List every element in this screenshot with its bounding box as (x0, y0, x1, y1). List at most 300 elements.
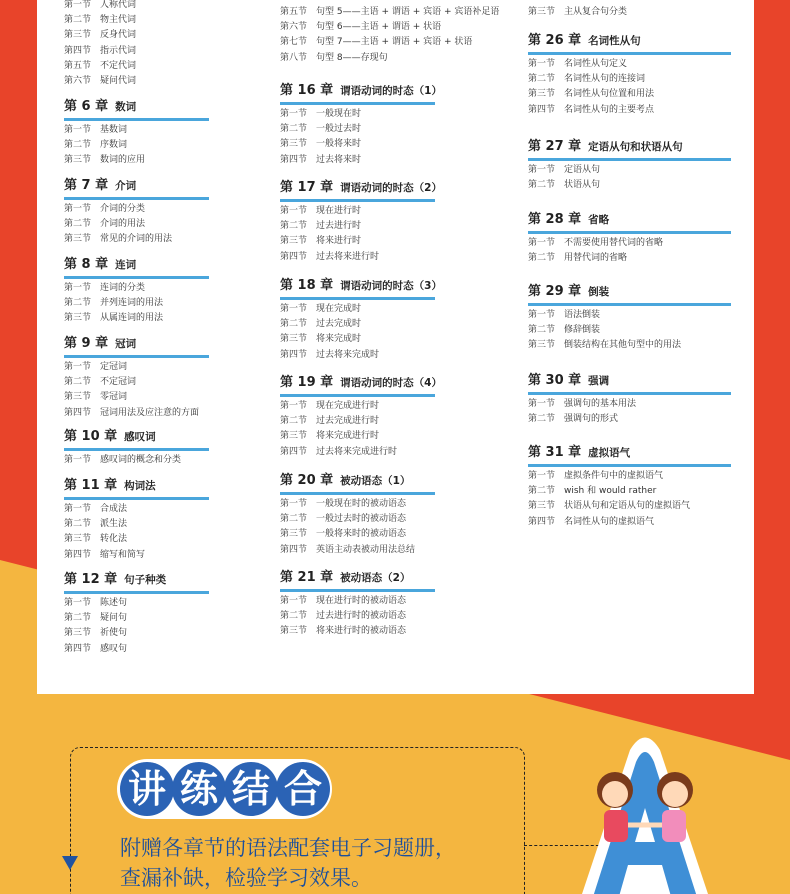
section-title: 名词性从句的连接词 (564, 74, 646, 85)
chapter-number: 第 19 章 (280, 375, 334, 390)
promo-line-2: 查漏补缺，检验学习效果。 (120, 866, 372, 890)
toc-item (64, 549, 145, 561)
toc-item (64, 233, 172, 245)
section-title: 合成法 (100, 504, 128, 514)
chapter-rule (64, 591, 209, 594)
toc-item (280, 205, 361, 217)
section-number: 第二节 (280, 514, 308, 525)
section-number: 第一节 (528, 165, 556, 175)
section-number: 第四节 (280, 251, 308, 262)
arrow-down-icon (62, 856, 78, 870)
section-title: 人称代词 (100, 0, 137, 10)
chapter-title: 谓语动词的时态（1） (340, 85, 442, 97)
toc-item (280, 349, 379, 361)
section-title: 介词的用法 (100, 219, 146, 230)
chapter-rule (528, 231, 731, 234)
chapter-number: 第 21 章 (280, 570, 334, 585)
section-number: 第七节 (280, 37, 308, 48)
toc-item (280, 52, 388, 64)
section-number: 第三节 (528, 7, 556, 17)
section-title: 一般过去时 (316, 124, 362, 135)
toc-item (280, 21, 441, 33)
toc-item (528, 88, 654, 100)
section-number: 第四节 (280, 349, 308, 360)
section-number: 第三节 (64, 392, 92, 403)
toc-item (64, 361, 127, 373)
toc-item (280, 220, 361, 232)
section-title: 现在进行时 (316, 206, 362, 216)
toc-item (280, 303, 361, 315)
chapter-title: 虚拟语气 (588, 447, 631, 459)
section-number: 第二节 (64, 519, 92, 530)
toc-item (280, 625, 406, 637)
section-number: 第二节 (528, 180, 556, 191)
toc-item (280, 235, 361, 247)
chapter-title: 构词法 (124, 480, 156, 492)
chapter-number: 第 28 章 (528, 212, 582, 227)
section-number: 第一节 (64, 283, 92, 293)
toc-item (280, 513, 406, 525)
chapter-heading (280, 374, 442, 391)
section-title: 一般将来时的被动语态 (316, 529, 407, 540)
chapter-number: 第 20 章 (280, 473, 334, 488)
toc-item (280, 610, 406, 622)
section-title: 并列连词的用法 (100, 298, 164, 309)
section-number: 第三节 (64, 155, 92, 166)
section-number: 第三节 (64, 628, 92, 639)
chapter-title: 倒装 (588, 286, 610, 298)
chapter-title: 谓语动词的时态（4） (340, 377, 442, 389)
toc-item (280, 415, 379, 427)
chapter-rule (528, 392, 731, 395)
chapter-title: 连词 (115, 259, 137, 271)
section-number: 第一节 (64, 0, 92, 10)
section-number: 第一节 (528, 399, 556, 409)
headline-char: 结 (224, 762, 278, 816)
section-title: 将来完成进行时 (316, 431, 380, 442)
section-number: 第三节 (280, 529, 308, 540)
section-title: 句型 8——存现句 (316, 52, 388, 63)
toc-item (64, 297, 163, 309)
toc-item (528, 237, 663, 249)
toc-item (64, 597, 127, 609)
section-title: 数词的应用 (100, 155, 146, 166)
toc-item (280, 138, 361, 150)
chapter-rule (528, 158, 731, 161)
toc-item (64, 503, 127, 515)
section-title: 序数词 (100, 140, 128, 151)
section-title: 派生法 (100, 519, 128, 530)
section-title: 反身代词 (100, 30, 137, 41)
section-title: 名词性从句位置和用法 (564, 89, 655, 100)
section-number: 第三节 (280, 626, 308, 637)
section-number: 第三节 (64, 30, 92, 41)
chapter-heading (528, 283, 609, 300)
chapter-title: 省略 (588, 214, 610, 226)
chapter-title: 感叹词 (124, 431, 156, 443)
section-number: 第一节 (64, 362, 92, 372)
toc-item (64, 454, 181, 466)
headline-char: 合 (276, 762, 330, 816)
chapter-title: 定语从句和状语从句 (588, 141, 683, 153)
chapter-title: 数词 (115, 101, 137, 113)
toc-item (280, 430, 379, 442)
section-title: 定语从句 (564, 165, 601, 175)
section-title: 名词性从句定义 (564, 59, 628, 69)
toc-item (64, 612, 127, 624)
section-number: 第一节 (280, 596, 308, 606)
section-number: 第一节 (280, 304, 308, 314)
section-number: 第二节 (528, 414, 556, 425)
chapter-rule (64, 276, 209, 279)
section-title: 过去将来完成进行时 (316, 446, 398, 457)
chapter-number: 第 16 章 (280, 83, 334, 98)
section-number: 第三节 (64, 313, 92, 324)
section-title: 不定冠词 (100, 377, 137, 388)
toc-item (528, 485, 656, 497)
section-title: 一般将来时 (316, 139, 362, 150)
chapter-number: 第 27 章 (528, 139, 582, 154)
toc-item (64, 203, 145, 215)
chapter-heading (64, 335, 136, 352)
toc-item (280, 6, 499, 18)
section-title: 祈使句 (100, 628, 128, 639)
section-title: 将来进行时的被动语态 (316, 626, 407, 637)
section-title: 过去完成进行时 (316, 416, 380, 427)
chapter-heading (528, 444, 630, 461)
section-title: 连词的分类 (100, 283, 146, 293)
section-title: 将来完成时 (316, 334, 362, 345)
chapter-title: 句子种类 (124, 574, 167, 586)
toc-item (280, 108, 361, 120)
toc-item (528, 104, 654, 116)
section-title: 感叹句 (100, 643, 128, 654)
section-number: 第三节 (528, 340, 556, 351)
section-number: 第六节 (280, 22, 308, 33)
section-number: 第二节 (64, 140, 92, 151)
section-number: 第二节 (64, 298, 92, 309)
chapter-number: 第 8 章 (64, 257, 109, 272)
chapter-number: 第 30 章 (528, 373, 582, 388)
chapter-rule (280, 589, 435, 592)
chapter-number: 第 31 章 (528, 445, 582, 460)
section-title: 强调句的形式 (564, 414, 619, 425)
section-number: 第二节 (528, 74, 556, 85)
toc-item (528, 164, 600, 176)
section-title: 一般现在时 (316, 109, 362, 119)
chapter-rule (64, 448, 209, 451)
chapter-rule (528, 303, 731, 306)
section-title: 陈述句 (100, 598, 128, 608)
section-title: 英语主动表被动用法总结 (316, 544, 416, 555)
section-number: 第一节 (280, 109, 308, 119)
section-number: 第三节 (280, 236, 308, 247)
chapter-title: 谓语动词的时态（2） (340, 182, 442, 194)
section-number: 第二节 (280, 611, 308, 622)
chapter-number: 第 29 章 (528, 284, 582, 299)
section-title: 一般过去时的被动语态 (316, 514, 407, 525)
section-title: 零冠词 (100, 392, 128, 403)
toc-item (64, 376, 136, 388)
section-title: 疑问代词 (100, 76, 137, 86)
section-title: 介词的分类 (100, 204, 146, 214)
toc-item (64, 0, 136, 11)
section-title: 物主代词 (100, 15, 137, 26)
chapter-number: 第 6 章 (64, 99, 109, 114)
section-title: 从属连词的用法 (100, 313, 164, 324)
section-title: 句型 7——主语 + 谓语 + 宾语 + 状语 (316, 37, 473, 48)
section-title: 不需要使用替代词的省略 (564, 238, 664, 248)
toc-item (64, 533, 127, 545)
chapter-heading (64, 98, 136, 115)
section-title: 将来进行时 (316, 236, 362, 247)
toc-item (64, 627, 127, 639)
chapter-heading (528, 211, 609, 228)
section-number: 第五节 (64, 60, 92, 71)
toc-item (64, 124, 127, 136)
section-title: 主从复合句分类 (564, 7, 628, 17)
toc-item (528, 413, 618, 425)
section-title: 缩写和简写 (100, 549, 146, 560)
section-title: 修辞倒装 (564, 325, 601, 336)
chapter-rule (280, 199, 435, 202)
section-number: 第四节 (528, 104, 556, 115)
section-number: 第一节 (280, 206, 308, 216)
toc-item (280, 400, 379, 412)
chapter-rule (528, 464, 731, 467)
toc-item (280, 333, 361, 345)
toc-item (64, 60, 136, 72)
toc-item (528, 6, 627, 18)
section-number: 第三节 (528, 89, 556, 100)
chapter-rule (64, 118, 209, 121)
toc-item (64, 643, 127, 655)
chapter-heading (280, 472, 410, 489)
toc-item (528, 398, 636, 410)
toc-item (280, 446, 397, 458)
section-number: 第二节 (64, 613, 92, 624)
chapter-number: 第 7 章 (64, 178, 109, 193)
chapter-title: 谓语动词的时态（3） (340, 280, 442, 292)
toc-item (280, 595, 406, 607)
chapter-heading (64, 477, 156, 494)
toc-item (64, 139, 127, 151)
toc-item (528, 252, 627, 264)
toc-item (280, 36, 472, 48)
section-number: 第一节 (64, 455, 92, 465)
section-number: 第四节 (64, 549, 92, 560)
chapter-rule (280, 394, 435, 397)
section-title: 现在完成进行时 (316, 401, 380, 411)
chapter-rule (280, 102, 435, 105)
chapter-rule (280, 492, 435, 495)
toc-item (528, 500, 690, 512)
chapter-heading (280, 569, 410, 586)
chapter-heading (528, 32, 641, 49)
section-title: wish 和 would rather (564, 486, 657, 497)
section-number: 第四节 (528, 516, 556, 527)
toc-item (64, 14, 136, 26)
section-title: 名词性从句的主要考点 (564, 104, 655, 115)
headline-char: 练 (172, 762, 226, 816)
section-title: 不定代词 (100, 60, 137, 71)
chapter-rule (280, 297, 435, 300)
toc-item (528, 58, 627, 70)
section-title: 疑问句 (100, 613, 128, 624)
section-number: 第三节 (528, 501, 556, 512)
toc-item (64, 518, 127, 530)
section-title: 指示代词 (100, 45, 137, 56)
chapter-rule (64, 497, 209, 500)
section-title: 基数词 (100, 125, 128, 135)
toc-item (64, 312, 163, 324)
toc-item (280, 544, 415, 556)
toc-item (64, 45, 136, 57)
chapter-heading (528, 372, 609, 389)
section-number: 第四节 (64, 45, 92, 56)
toc-item (528, 470, 663, 482)
section-number: 第二节 (64, 15, 92, 26)
chapter-title: 强调 (588, 375, 610, 387)
section-title: 倒装结构在其他句型中的用法 (564, 340, 682, 351)
chapter-heading (64, 571, 166, 588)
toc-item (64, 29, 136, 41)
section-title: 过去进行时的被动语态 (316, 611, 407, 622)
section-number: 第一节 (528, 471, 556, 481)
section-title: 转化法 (100, 534, 128, 545)
section-title: 现在完成时 (316, 304, 362, 314)
chapter-title: 被动语态（1） (340, 475, 411, 487)
section-number: 第一节 (64, 598, 92, 608)
chapter-number: 第 17 章 (280, 180, 334, 195)
chapter-number: 第 10 章 (64, 429, 118, 444)
section-number: 第四节 (280, 544, 308, 555)
section-number: 第二节 (528, 325, 556, 336)
section-title: 语法倒装 (564, 310, 601, 320)
section-number: 第二节 (64, 219, 92, 230)
section-number: 第二节 (528, 486, 556, 497)
toc-item (64, 218, 145, 230)
section-number: 第三节 (280, 431, 308, 442)
section-title: 句型 5——主语 + 谓语 + 宾语 + 宾语补足语 (316, 7, 500, 17)
section-title: 过去将来时 (316, 154, 362, 165)
section-number: 第五节 (280, 7, 308, 17)
section-title: 过去将来完成时 (316, 349, 380, 360)
headline-char: 讲 (120, 762, 174, 816)
section-title: 强调句的基本用法 (564, 399, 637, 409)
toc-item (280, 251, 379, 263)
section-title: 状语从句和定语从句的虚拟语气 (564, 501, 691, 512)
chapter-heading (64, 177, 136, 194)
section-title: 名词性从句的虚拟语气 (564, 516, 655, 527)
chapter-rule (528, 52, 731, 55)
toc-item (64, 407, 199, 419)
section-number: 第八节 (280, 52, 308, 63)
section-number: 第一节 (528, 238, 556, 248)
section-number: 第三节 (280, 139, 308, 150)
section-number: 第一节 (64, 504, 92, 514)
section-number: 第三节 (64, 534, 92, 545)
section-number: 第四节 (64, 643, 92, 654)
section-title: 过去将来进行时 (316, 251, 380, 262)
chapter-number: 第 11 章 (64, 478, 118, 493)
toc-item (528, 516, 654, 528)
section-number: 第三节 (280, 334, 308, 345)
section-number: 第四节 (280, 446, 308, 457)
chapter-title: 冠词 (115, 338, 137, 350)
section-number: 第三节 (64, 234, 92, 245)
section-number: 第一节 (280, 401, 308, 411)
section-number: 第二节 (280, 124, 308, 135)
section-number: 第一节 (280, 499, 308, 509)
chapter-number: 第 12 章 (64, 572, 118, 587)
toc-item (64, 154, 145, 166)
chapter-heading (280, 277, 442, 294)
toc-item (64, 391, 127, 403)
section-title: 虚拟条件句中的虚拟语气 (564, 471, 664, 481)
section-number: 第四节 (64, 407, 92, 418)
chapter-number: 第 9 章 (64, 336, 109, 351)
section-number: 第二节 (280, 221, 308, 232)
toc-item (280, 318, 361, 330)
section-number: 第四节 (280, 154, 308, 165)
toc-item (280, 498, 406, 510)
chapter-number: 第 26 章 (528, 33, 582, 48)
chapter-title: 介词 (115, 180, 137, 192)
section-title: 常见的介词的用法 (100, 234, 173, 245)
section-title: 状语从句 (564, 180, 601, 191)
section-title: 冠词用法及应注意的方面 (100, 407, 200, 418)
toc-item (528, 339, 681, 351)
two-girls-letter-a-illustration (560, 730, 730, 894)
chapter-number: 第 18 章 (280, 278, 334, 293)
toc-item (280, 528, 406, 540)
chapter-rule (64, 197, 209, 200)
chapter-title: 被动语态（2） (340, 572, 411, 584)
section-title: 过去完成时 (316, 319, 362, 330)
section-number: 第二节 (64, 377, 92, 388)
toc-item (528, 324, 600, 336)
toc-item (64, 75, 136, 87)
section-title: 句型 6——主语 + 谓语 + 状语 (316, 22, 442, 33)
toc-item (64, 282, 145, 294)
section-number: 第一节 (64, 204, 92, 214)
promo-line-1: 附赠各章节的语法配套电子习题册， (120, 836, 456, 860)
toc-item (528, 73, 645, 85)
toc-item (528, 179, 600, 191)
section-title: 现在进行时的被动语态 (316, 596, 407, 606)
section-number: 第二节 (280, 416, 308, 427)
section-number: 第一节 (528, 59, 556, 69)
section-title: 定冠词 (100, 362, 128, 372)
section-title: 用替代词的省略 (564, 253, 628, 264)
section-number: 第二节 (528, 253, 556, 264)
chapter-heading (528, 138, 683, 155)
chapter-title: 名词性从句 (588, 35, 641, 47)
section-number: 第一节 (64, 125, 92, 135)
chapter-heading (280, 82, 442, 99)
toc-item (280, 123, 361, 135)
chapter-heading (280, 179, 442, 196)
chapter-heading (64, 256, 136, 273)
section-title: 感叹词的概念和分类 (100, 455, 182, 465)
section-number: 第二节 (280, 319, 308, 330)
chapter-rule (64, 355, 209, 358)
section-number: 第六节 (64, 76, 92, 86)
section-title: 一般现在时的被动语态 (316, 499, 407, 509)
chapter-heading (64, 428, 156, 445)
toc-item (280, 154, 361, 166)
